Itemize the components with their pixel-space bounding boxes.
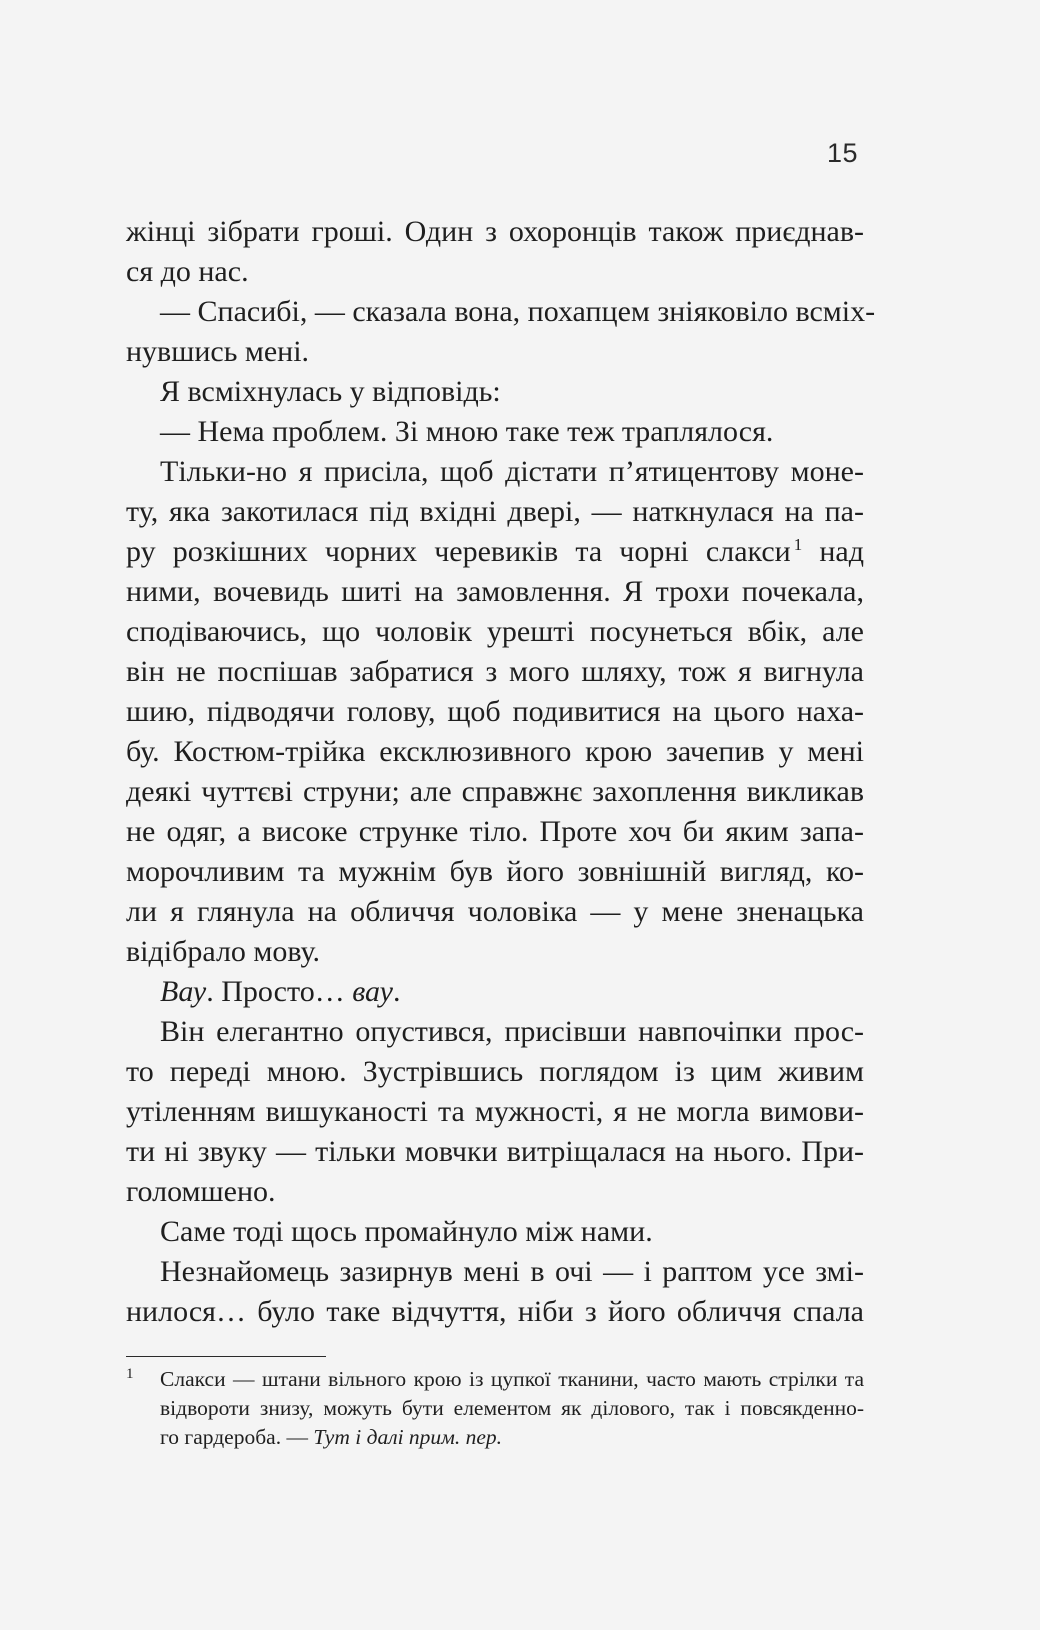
footnote-reference[interactable]: 1 — [793, 535, 803, 554]
text-segment: ру розкішних чорних черевиків та чорні слакси — [126, 535, 791, 568]
text-line: то переді мною. Зустрівшись поглядом із цим живим — [126, 1055, 864, 1088]
italic-text: Тут і далі прим. пер. — [313, 1425, 503, 1449]
text-line: голомшено. — [126, 1175, 276, 1208]
text-line — [126, 532, 864, 572]
text-line: ти ні звуку — тільки мовчки витріщалася на нього. При- — [126, 1135, 864, 1168]
text-line: утіленням вишуканості та мужності, я не могла вимови- — [126, 1095, 864, 1128]
text-line: ту, яка закотилася під вхідні двері, — наткнулася на па- — [126, 495, 864, 528]
text-line: Саме тоді щось промайнуло між нами. — [160, 1215, 653, 1248]
footnote-line — [126, 1423, 864, 1452]
text-line: Незнайомець зазирнув мені в очі — і раптом усе змі- — [160, 1255, 864, 1288]
text-line: нилося… було таке відчуття, ніби з його обличчя спала — [126, 1295, 864, 1328]
text-line: Тільки-но я присіла, щоб дістати п’ятицентову моне- — [160, 455, 864, 488]
text-segment: над — [819, 535, 865, 568]
text-line: він не поспішав забратися з мого шляху, тож я вигнула — [126, 655, 864, 688]
text-line: не одяг, а високе струнке тіло. Проте хоч би яким запа- — [126, 815, 864, 848]
footnote-divider — [126, 1356, 326, 1357]
text-line: ними, вочевидь шиті на замовлення. Я трохи почекала, — [126, 575, 864, 608]
body-text — [126, 212, 876, 1332]
text-line: сподіваючись, що чоловік урешті посунеться вбік, але — [126, 615, 864, 648]
text-line: деякі чуттєві струни; але справжнє захоплення викликав — [126, 775, 864, 808]
text-line: ся до нас. — [126, 255, 249, 288]
text-line: шию, підводячи голову, щоб подивитися на цього наха- — [126, 695, 864, 728]
footnote-marker: 1 — [126, 1366, 134, 1382]
text-line: відібрало мову. — [126, 935, 321, 968]
text-segment: . Просто… — [206, 975, 353, 1008]
footnote — [126, 1365, 864, 1452]
text-segment: . — [392, 975, 401, 1008]
text-line: Я всміхнулась у відповідь: — [160, 375, 501, 408]
footnote-text: го гардероба. — — [160, 1425, 314, 1449]
text-line: — Нема проблем. Зі мною таке теж траплялося. — [160, 415, 774, 448]
footnote-line: Слакси — штани вільного крою із цупкої тканини, часто мають стрілки та — [160, 1367, 864, 1391]
text-line: бу. Костюм-трійка ексклюзивного крою зачепив у мені — [126, 735, 864, 768]
italic-text: вау — [352, 975, 393, 1008]
page-number: 15 — [826, 138, 858, 168]
text-line: нувшись мені. — [126, 335, 310, 368]
text-line: — Спасибі, — сказала вона, похапцем зніяковіло всміх- — [160, 295, 876, 328]
text-line: морочливим та мужнім був його зовнішній вигляд, ко- — [126, 855, 864, 888]
footnote-line: відвороти знизу, можуть бути елементом як ділового, так і повсякденно- — [160, 1396, 864, 1420]
text-line — [126, 972, 864, 1012]
text-line: ли я глянула на обличчя чоловіка — у мене зненацька — [126, 895, 864, 928]
text-line: Він елегантно опустився, присівши навпочіпки прос- — [160, 1015, 864, 1048]
text-line: жінці зібрати гроші. Один з охоронців також приєднав- — [126, 215, 864, 248]
italic-text: Вау — [160, 975, 207, 1008]
